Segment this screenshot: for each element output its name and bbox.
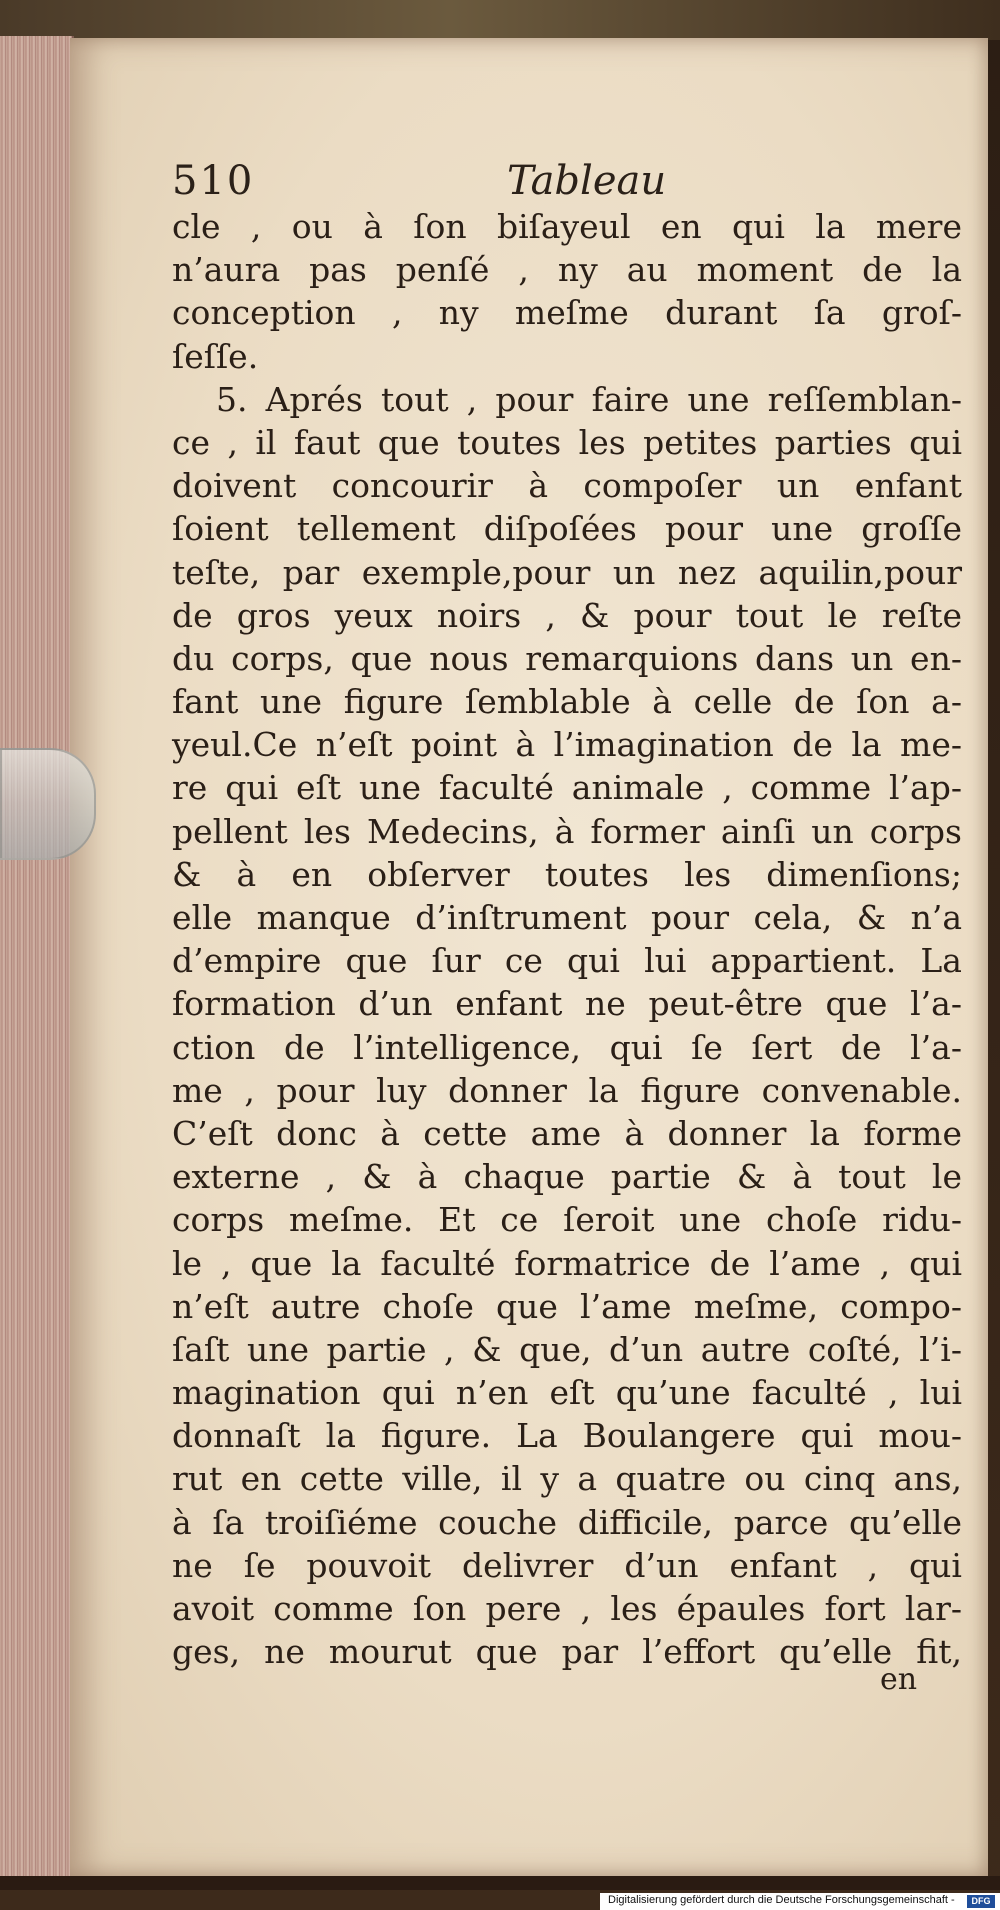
text-line: du corps, que nous remarquions dans un en- [172, 638, 962, 678]
running-title: Tableau [507, 158, 667, 204]
text-line: re qui eſt une faculté animale , comme l’ap- [172, 768, 962, 808]
text-line: corps meſme. Et ce ſeroit une choſe ridu- [172, 1200, 962, 1240]
text-line: ſaſt une partie , & que, d’un autre coſté, l’i- [172, 1329, 962, 1369]
text-line: ne ſe pouvoit delivrer d’un enfant , qui [172, 1545, 962, 1585]
glass-clasp [0, 748, 96, 860]
book-bottom-board [0, 1876, 1000, 1890]
text-line: conception , ny meſme durant ſa groſ- [172, 293, 962, 333]
text-line: n’aura pas penſé , ny au moment de la [172, 250, 962, 290]
text-line: externe , & à chaque partie & à tout le [172, 1157, 962, 1197]
page-number: 510 [172, 158, 255, 204]
page-header [172, 158, 962, 210]
dfg-logo: DFG [967, 1895, 995, 1908]
text-line: donnaſt la figure. La Boulangere qui mou- [172, 1416, 962, 1456]
text-line: avoit comme ſon pere , les épaules fort lar- [172, 1589, 962, 1628]
text-line: formation d’un enfant ne peut-être que l’a- [172, 984, 962, 1024]
text-line: ction de l’intelligence, qui ſe ſert de l’a- [172, 1027, 962, 1067]
text-line: le , que la faculté formatrice de l’ame , qui [172, 1243, 962, 1283]
text-line: & à en obſerver toutes les dimenſions; [172, 854, 962, 894]
text-line: cle , ou à ſon biſayeul en qui la mere [172, 207, 962, 246]
text-line: ges, ne mourut que par l’effort qu’elle fit, [172, 1632, 962, 1672]
digitization-credit: Digitalisierung gefördert durch die Deutsche Forschungsgemeinschaft - [608, 1894, 955, 1906]
page-edges [0, 36, 74, 1878]
text-line: fant une figure ſemblable à celle de ſon a- [172, 682, 962, 722]
text-line: ce , il faut que toutes les petites parties qui [172, 422, 962, 462]
text-line: rut en cette ville, il y a quatre ou cinq ans, [172, 1459, 962, 1499]
catchword: en [880, 1662, 918, 1697]
text-line: C’eſt donc à cette ame à donner la forme [172, 1113, 962, 1153]
text-line: yeul.Ce n’eſt point à l’imagination de la me- [172, 725, 962, 765]
text-line: n’eſt autre choſe que l’ame meſme, compo- [172, 1286, 962, 1326]
text-line: ſeſſe. [172, 336, 259, 376]
text-line: ſoient tellement diſpoſées pour une groſſe [172, 509, 962, 549]
text-line: me , pour luy donner la figure convenable. [172, 1070, 962, 1110]
text-line: à ſa troiſiéme couche difficile, parce qu’elle [172, 1502, 962, 1542]
text-line: de gros yeux noirs , & pour tout le reſte [172, 595, 962, 635]
body-text [172, 205, 962, 1673]
text-line: elle manque d’inſtrument pour cela, & n’a [172, 898, 962, 937]
text-line: pellent les Medecins, à former ainſi un corps [172, 811, 962, 851]
text-line: teſte, par exemple,pour un nez aquilin,pour [172, 552, 962, 592]
text-line: 5. Aprés tout , pour faire une reſſemblan- [216, 379, 962, 419]
text-line: doivent concourir à compoſer un enfant [172, 466, 962, 506]
text-line: d’empire que ſur ce qui lui appartient. La [172, 941, 962, 981]
text-line: magination qui n’en eſt qu’une faculté , lui [172, 1373, 962, 1413]
book-top-board [0, 0, 1000, 40]
